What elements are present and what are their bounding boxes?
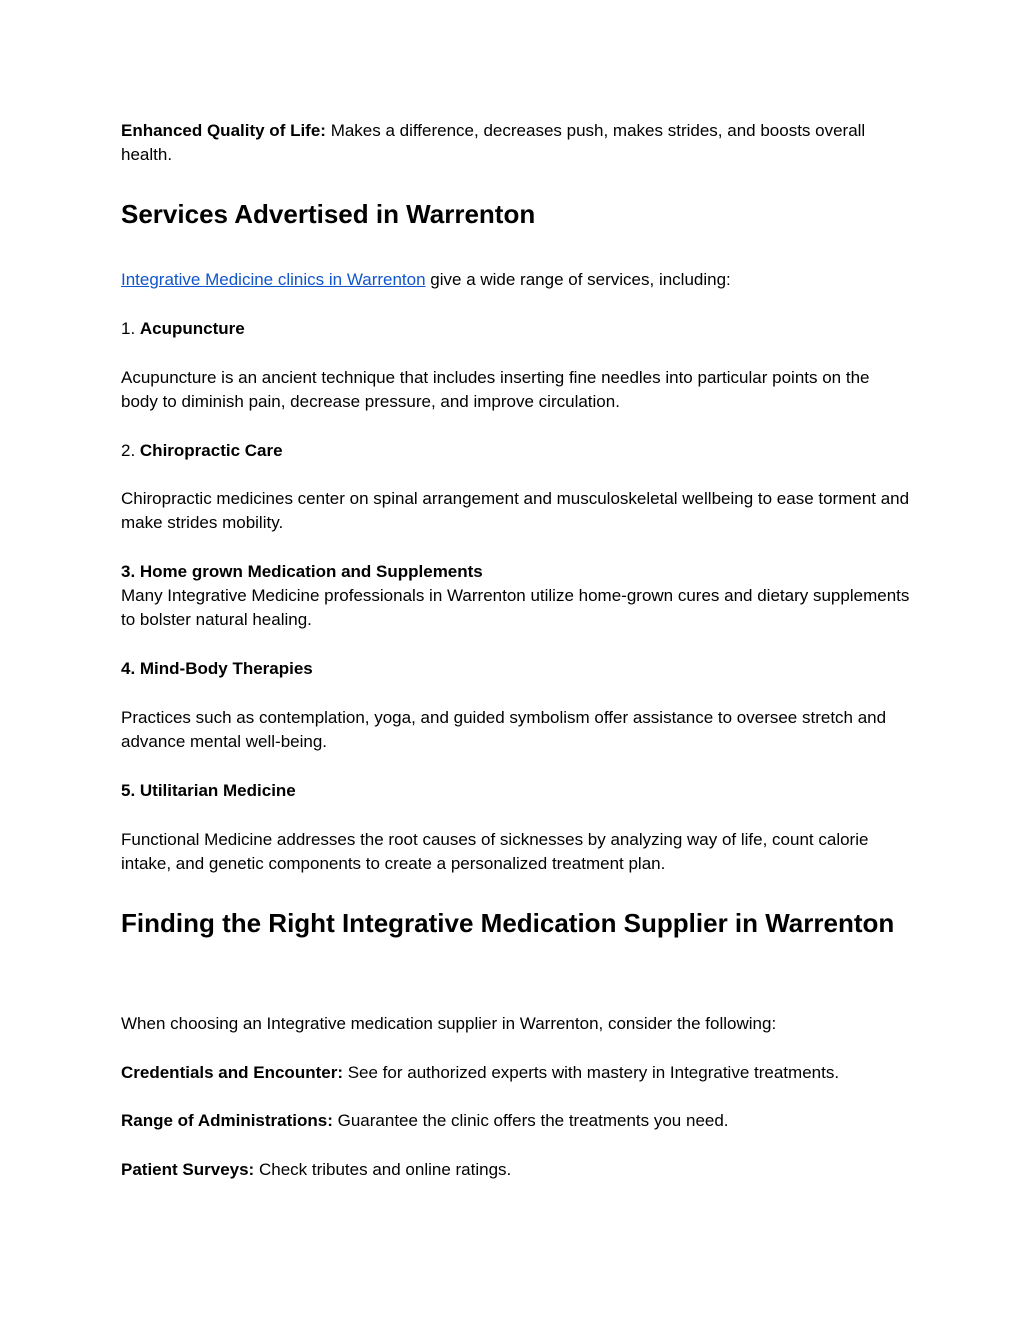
service-4-description: Practices such as contemplation, yoga, and guided symbolism offer assistance to oversee stretch and advance mental well-being. <box>121 708 887 751</box>
services-intro-text: give a wide range of services, including: <box>425 270 731 289</box>
service-1-name: Acupuncture <box>139 319 245 338</box>
service-1-number: 1. <box>121 319 140 338</box>
criterion-range-label: Range of Administrations: <box>121 1111 333 1130</box>
criterion-range-text: Guarantee the clinic offers the treatments you need. <box>332 1111 729 1130</box>
criterion-surveys <box>121 1158 911 1182</box>
integrative-medicine-clinics-link[interactable]: Integrative Medicine clinics in Warrenton <box>121 270 426 289</box>
service-2-number: 2. <box>121 441 140 460</box>
service-1-title <box>121 317 911 341</box>
service-5-title: 5. Utilitarian Medicine <box>121 781 296 800</box>
quality-of-life-text: Makes a difference, decreases push, makes strides, and boosts overall health. <box>121 121 866 164</box>
quality-of-life-paragraph <box>121 119 911 167</box>
finding-heading: Finding the Right Integrative Medication Supplier in Warrenton <box>121 908 895 938</box>
services-heading: Services Advertised in Warrenton <box>121 199 536 229</box>
criterion-credentials-label: Credentials and Encounter: <box>121 1063 343 1082</box>
service-4-title: 4. Mind-Body Therapies <box>121 659 313 678</box>
criterion-surveys-label: Patient Surveys: <box>121 1160 255 1179</box>
service-3-description: Many Integrative Medicine professionals in Warrenton utilize home-grown cures and dietary supplements to bolster natural healing. <box>121 586 910 629</box>
criterion-credentials-text: See for authorized experts with mastery in Integrative treatments. <box>342 1063 840 1082</box>
criterion-surveys-text: Check tributes and online ratings. <box>254 1160 512 1179</box>
finding-intro: When choosing an Integrative medication supplier in Warrenton, consider the following: <box>121 1014 777 1033</box>
criterion-credentials <box>121 1061 911 1085</box>
service-1-description: Acupuncture is an ancient technique that includes inserting fine needles into particular points on the body to diminish pain, decrease pressure, and improve circulation. <box>121 368 870 411</box>
quality-of-life-label: Enhanced Quality of Life: <box>121 121 326 140</box>
service-3-title: 3. Home grown Medication and Supplements <box>121 562 483 581</box>
service-2-title <box>121 439 911 463</box>
criterion-range <box>121 1109 911 1133</box>
service-2-description: Chiropractic medicines center on spinal arrangement and musculoskeletal wellbeing to ease torment and make strides mobility. <box>121 489 910 532</box>
services-intro-paragraph <box>121 268 911 292</box>
service-2-name: Chiropractic Care <box>139 441 283 460</box>
service-5-description: Functional Medicine addresses the root causes of sicknesses by analyzing way of life, count calorie intake, and genetic components to create a personalized treatment plan. <box>121 830 869 873</box>
